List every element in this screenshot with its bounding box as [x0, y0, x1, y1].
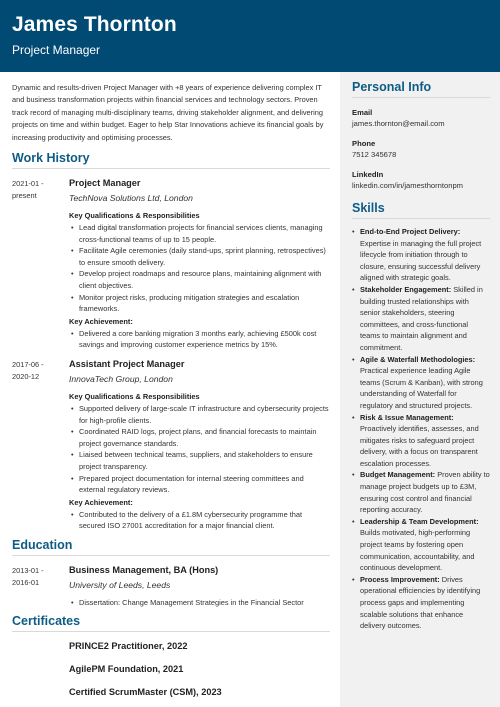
- degree-name: Business Management, BA (Hons): [69, 564, 219, 575]
- job-role: Assistant Project Manager: [69, 358, 185, 369]
- phone-label: Phone: [352, 139, 376, 148]
- candidate-name: James Thornton: [12, 13, 177, 36]
- job-entry: [12, 358, 330, 532]
- job-role: Project Manager: [69, 178, 141, 189]
- education-entry: [12, 564, 330, 609]
- responsibility-item: • Prepared project documentation for internal steering committees and external regulatory reviews.: [69, 473, 330, 496]
- email-label: Email: [352, 108, 373, 117]
- skill-item: • Leadership & Team Development: Builds motivated, high-performing project teams by fostering open communication, accountability, and continuous development.: [352, 516, 490, 574]
- responsibilities-heading: Key Qualifications & Responsibilities: [69, 391, 200, 401]
- responsibilities-heading: Key Qualifications & Responsibilities: [69, 211, 200, 221]
- certificate-item: Certified ScrumMaster (CSM), 2023: [69, 686, 222, 697]
- skill-item: • Stakeholder Engagement: Skilled in building trusted relationships with senior stakeholders, steering committees, and cross-functional teams to maintain alignment and commitment.: [352, 284, 490, 354]
- skills-title: Skills: [352, 201, 490, 219]
- school-name: University of Leeds, Leeds: [69, 579, 171, 590]
- summary-text: Dynamic and results-driven Project Manager with +8 years of experience delivering complex IT and business transformation projects within financial services and technology sectors. Proven track record of managing multi-disciplinary teams, driving stakeholder alignment, and delivering projects on time and within budget. Eager to help Star Innovations achieve its financial goals by increasing productivity and optimising processes.: [12, 83, 324, 142]
- skill-item: • Budget Management: Proven ability to manage project budgets up to £3M, ensuring cost control and financial reporting accuracy.: [352, 469, 490, 515]
- job-company: InnovaTech Group, London: [69, 373, 173, 384]
- skill-item: • Process Improvement: Drives operational efficiencies by identifying process gaps and implementing scalable solutions that enhance delivery outcomes.: [352, 574, 490, 632]
- responsibility-item: • Liaised between technical teams, suppliers, and stakeholders to ensure project transparency.: [69, 449, 330, 472]
- certificate-item: PRINCE2 Practitioner, 2022: [69, 640, 188, 651]
- candidate-title: Project Manager: [12, 43, 101, 57]
- linkedin-label: LinkedIn: [352, 170, 384, 179]
- email-value: james.thornton@email.com: [352, 119, 445, 128]
- job-date: 2017-06 - 2020-12: [12, 359, 44, 381]
- responsibility-item: • Monitor project risks, producing mitigation strategies and escalation frameworks.: [69, 292, 330, 315]
- education-detail-item: • Dissertation: Change Management Strategies in the Financial Sector: [69, 597, 330, 609]
- job-entry: [12, 177, 330, 351]
- skill-item: • Risk & Issue Management: Proactively identifies, assesses, and mitigates risks to safeguard project delivery, with a focus on transparent escalation processes.: [352, 412, 490, 470]
- skills-list: [352, 226, 490, 632]
- achievement-heading: Key Achievement:: [69, 316, 133, 326]
- job-date: 2021-01 - present: [12, 179, 44, 201]
- achievement-heading: Key Achievement:: [69, 497, 133, 507]
- certificates-title: Certificates: [12, 614, 330, 632]
- achievement-item: • Contributed to the delivery of a £1.8M cybersecurity programme that secured ISO 27001 accreditation for a major financial client.: [69, 509, 330, 532]
- personal-info-section: [352, 80, 490, 632]
- work-history-title: Work History: [12, 151, 330, 169]
- education-title: Education: [12, 538, 330, 556]
- responsibility-item: • Lead digital transformation projects for financial services clients, managing cross-functional teams of up to 15 people.: [69, 222, 330, 245]
- linkedin-value: linkedin.com/in/jamesthorntonpm: [352, 181, 464, 190]
- main-column: [12, 82, 330, 699]
- phone-value: 7512 345678: [352, 150, 397, 159]
- resume-header: [0, 0, 500, 72]
- skill-item: • Agile & Waterfall Methodologies: Practical experience leading Agile teams (Scrum & Kanban), with strong understanding of Waterfall for regulatory and structured projects.: [352, 354, 490, 412]
- job-company: TechNova Solutions Ltd, London: [69, 193, 193, 204]
- responsibility-item: • Coordinated RAID logs, project plans, and financial forecasts to maintain project governance standards.: [69, 426, 330, 449]
- skill-item: • End-to-End Project Delivery: Expertise in managing the full project lifecycle from initiation through to closure, ensuring successful delivery aligned with strategic goals.: [352, 226, 490, 284]
- personal-info-title: Personal Info: [352, 80, 490, 98]
- achievement-item: • Delivered a core banking migration 3 months early, achieving £500k cost savings and improving customer experience metrics by 15%.: [69, 328, 330, 351]
- certificate-item: AgilePM Foundation, 2021: [69, 663, 184, 674]
- responsibility-item: • Facilitate Agile ceremonies (daily stand-ups, sprint planning, retrospectives) to ensure smooth delivery.: [69, 245, 330, 268]
- responsibility-item: • Develop project roadmaps and resource plans, maintaining alignment with client objectives.: [69, 268, 330, 291]
- education-date: 2013-01 - 2016-01: [12, 565, 44, 587]
- responsibility-item: • Supported delivery of large-scale IT infrastructure and cybersecurity projects for high-profile clients.: [69, 403, 330, 426]
